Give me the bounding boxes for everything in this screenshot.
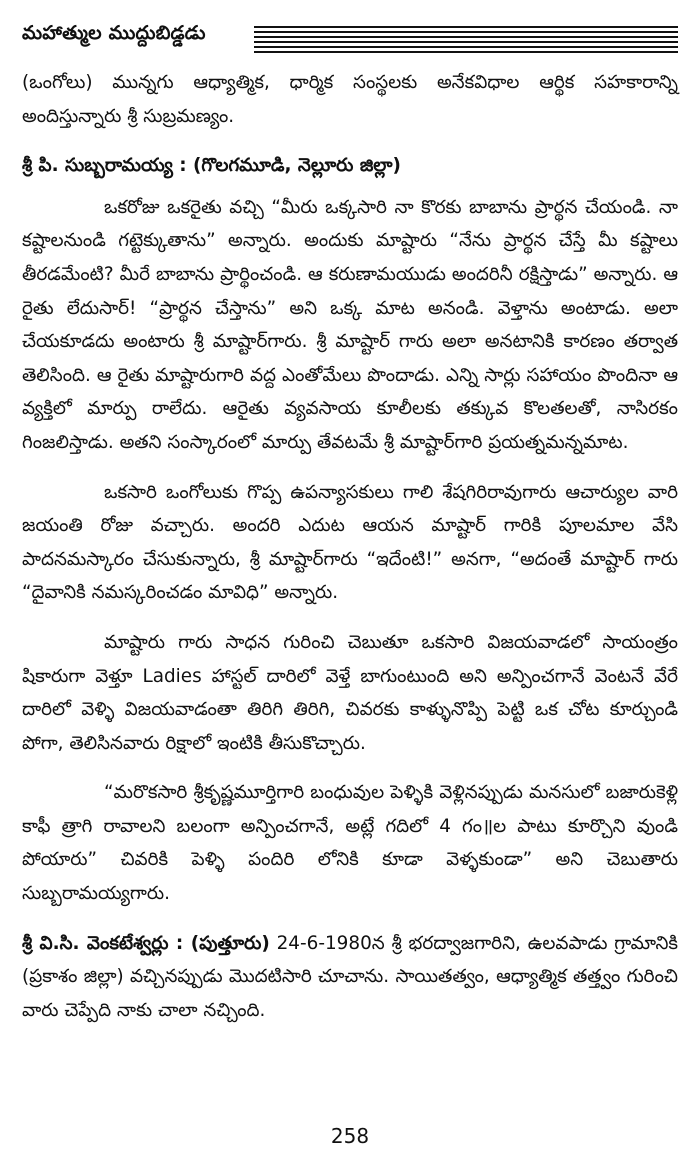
section-heading-inline: శ్రీ వి.సి. వెంకటేశ్వర్లు : (పుత్తూరు) [22, 932, 270, 954]
header-rule [254, 26, 678, 28]
page-body [22, 66, 678, 1043]
section-heading: శ్రీ పి. సుబ్బరామయ్య : (గొలగమూడి, నెల్లూరు జిల్లా) [22, 155, 401, 177]
paragraph-text: 24-6-1980న శ్రీ భరద్వాజగారిని, ఉలవపాడు గ్రామానికి (ప్రకాశం జిల్లా) వచ్చినప్పుడు మొదటిసారి చూచాను. సాయితత్వం, ఆధ్యాత్మిక తత్త్వం గురించి వారు చెప్పేది నాకు చాలా నచ్చింది. [22, 932, 678, 1021]
paragraph [22, 927, 678, 1028]
header-rule [254, 46, 678, 48]
paragraph: మాష్టారు గారు సాధన గురించి చెబుతూ ఒకసారి విజయవాడలో సాయంత్రం షికారుగా వెళ్తూ Ladies హాస్టల్ దారిలో వెళ్తే బాగుంటుంది అని అన్పించగానే వెంటనే వేరే దారిలో వెళ్ళి విజయవాడంతా తిరిగి తిరిగి, చివరకు కాళ్ళునొప్పి పెట్టి ఒక చోట కూర్చుండి పోగా, తెలిసినవారు రిక్షాలో ఇంటికి తీసుకొచ్చారు. [22, 631, 678, 754]
header-rule [254, 31, 678, 33]
page-number: 258 [330, 1124, 370, 1148]
paragraph: (ఒంగోలు) మున్నగు ఆధ్యాత్మిక, ధార్మిక సంస్థలకు అనేకవిధాల ఆర్థిక సహకారాన్ని అందిస్తున్నారు శ్రీ సుబ్రమణ్యం. [22, 72, 678, 127]
header-rule [254, 51, 678, 53]
book-title: మహాత్ముల ముద్దుబిడ్డడు [22, 22, 206, 44]
paragraph: ఒకరోజు ఒకరైతు వచ్చి “మీరు ఒక్కసారి నా కొరకు బాబాను ప్రార్థన చేయండి. నా కష్టాలనుండి గట్టెక్కుతాను” అన్నారు. అందుకు మాష్టారు “నేను ప్రార్థన చేస్తే మీ కష్టాలు తీరడమేంటి? మీరే బాబాను ప్రార్థించండి. ఆ కరుణామయుడు అందరినీ రక్షిస్తాడు” అన్నారు. ఆ రైతు లేదుసార్! “ప్రార్థన చేస్తాను” అని ఒక్క మాట అనండి. వెళ్తాను అంటాడు. అలా చేయకూడదు అంటారు శ్రీ మాష్టార్‌గారు. శ్రీ మాష్టార్ గారు అలా అనటానికి కారణం తర్వాత తెలిసింది. ఆ రైతు మాష్టారుగారి వద్ద ఎంతోమేలు పొందాడు. ఎన్ని సార్లు సహాయం పొందినా ఆ వ్యక్తిలో మార్పు రాలేదు. ఆరైతు వ్యవసాయ కూలీలకు తక్కువ కొలతలతో, నాసిరకం గింజలిస్తాడు. అతని సంస్కారంలో మార్పు తేవటమే శ్రీ మాష్టార్‌గారి ప్రయత్నమన్నమాట. [22, 196, 678, 453]
header-rule [254, 36, 678, 38]
header-rule [254, 41, 678, 43]
page-header [22, 20, 678, 56]
paragraph: ఒకసారి ఒంగోలుకు గొప్ప ఉపన్యాసకులు గాలి శేషగిరిరావుగారు ఆచార్యుల వారి జయంతి రోజు వచ్చారు. అందరి ఎదుట ఆయన మాష్టార్ గారికి పూలమాల వేసి పాదనమస్కారం చేసుకున్నారు, శ్రీ మాష్టార్‌గారు “ఇదేంటి!” అనగా, “అదంతే మాష్టార్ గారు “దైవానికి నమస్కరించడం మావిధి” అన్నారు. [22, 481, 678, 604]
header-rules [254, 26, 678, 56]
paragraph: “మరొకసారి శ్రీకృష్ణమూర్తిగారి బంధువుల పెళ్ళికి వెళ్లినప్పుడు మనసులో బజారుకెళ్లి కాఫీ త్రాగి రావాలని బలంగా అన్పించగానే, అట్లే గదిలో 4 గం॥ల పాటు కూర్చొని వుండి పోయారు” చివరికి పెళ్ళి పందిరి లోనికి కూడా వెళ్ళకుండా” అని చెబుతారు సుబ్బరామయ్యగారు. [22, 782, 678, 905]
